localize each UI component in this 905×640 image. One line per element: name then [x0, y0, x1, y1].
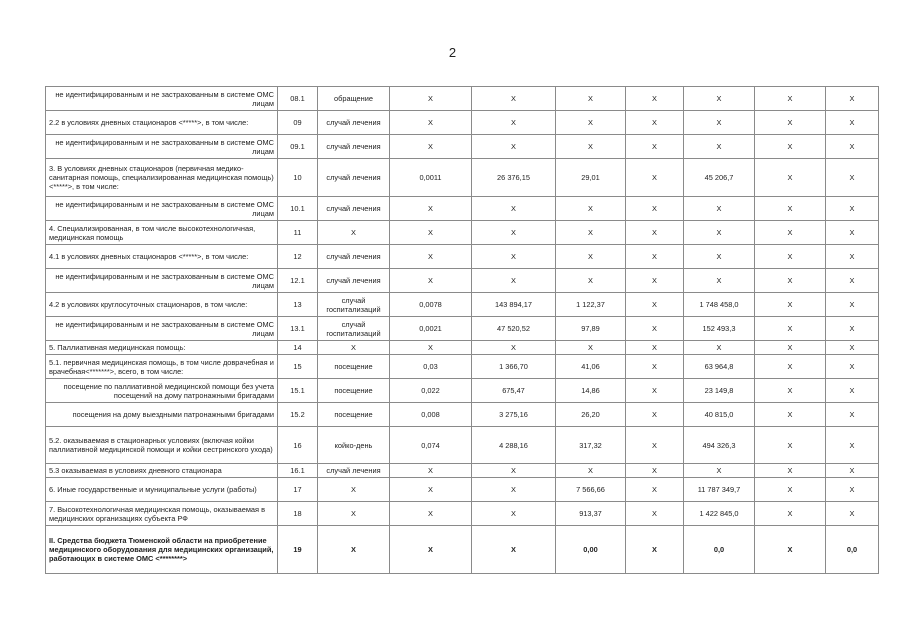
table-cell: X: [390, 87, 472, 111]
table-cell: 143 894,17: [472, 293, 556, 317]
table-cell: 26 376,15: [472, 159, 556, 197]
table-cell: X: [826, 427, 879, 464]
table-row: [46, 464, 879, 478]
table-cell: X: [755, 317, 826, 341]
table-cell: X: [472, 87, 556, 111]
table-cell: 29,01: [556, 159, 626, 197]
table-cell: X: [556, 87, 626, 111]
table-cell: X: [556, 197, 626, 221]
table-cell: 152 493,3: [684, 317, 755, 341]
table-cell: X: [556, 341, 626, 355]
row-description: 6. Иные государственные и муниципальные услуги (работы): [46, 478, 278, 502]
table-row: [46, 341, 879, 355]
table-cell: X: [826, 403, 879, 427]
table-cell: 1 748 458,0: [684, 293, 755, 317]
table-cell: X: [755, 221, 826, 245]
table-cell: X: [390, 464, 472, 478]
table-row: [46, 427, 879, 464]
table-cell: X: [390, 245, 472, 269]
table-cell: 26,20: [556, 403, 626, 427]
table-cell: X: [390, 269, 472, 293]
table-cell: X: [556, 269, 626, 293]
table-cell: 0,074: [390, 427, 472, 464]
table-cell: X: [826, 341, 879, 355]
table-cell: X: [755, 135, 826, 159]
table-cell: X: [626, 355, 684, 379]
row-unit: случай лечения: [318, 159, 390, 197]
page-number: 2: [448, 45, 457, 60]
table-cell: X: [626, 526, 684, 574]
table-cell: X: [626, 379, 684, 403]
table-cell: X: [826, 245, 879, 269]
row-description: 2.2 в условиях дневных стационаров <*****>, в том числе:: [46, 111, 278, 135]
table-cell: X: [755, 159, 826, 197]
table-cell: X: [390, 221, 472, 245]
table-cell: X: [684, 245, 755, 269]
table-cell: X: [390, 526, 472, 574]
table-cell: X: [626, 427, 684, 464]
table-cell: X: [626, 135, 684, 159]
table-cell: X: [626, 478, 684, 502]
table-cell: X: [626, 293, 684, 317]
table-cell: 494 326,3: [684, 427, 755, 464]
table-cell: X: [684, 464, 755, 478]
row-description: не идентифицированным и не застрахованным в системе ОМС лицам: [46, 135, 278, 159]
row-description: 5. Паллиативная медицинская помощь:: [46, 341, 278, 355]
table-cell: X: [626, 464, 684, 478]
table-row: [46, 135, 879, 159]
row-code: 08.1: [278, 87, 318, 111]
table-cell: 0,0: [826, 526, 879, 574]
table-cell: 7 566,66: [556, 478, 626, 502]
table-cell: X: [755, 403, 826, 427]
table-row: [46, 293, 879, 317]
row-code: 12: [278, 245, 318, 269]
table-row: [46, 403, 879, 427]
row-description: посещения на дому выездными патронажными бригадами: [46, 403, 278, 427]
table-cell: X: [472, 526, 556, 574]
table-cell: X: [755, 464, 826, 478]
table-cell: X: [826, 293, 879, 317]
row-code: 09.1: [278, 135, 318, 159]
table-cell: X: [684, 135, 755, 159]
table-cell: 4 288,16: [472, 427, 556, 464]
row-unit: X: [318, 341, 390, 355]
row-unit: X: [318, 502, 390, 526]
table-cell: X: [556, 111, 626, 135]
row-code: 14: [278, 341, 318, 355]
table-row: [46, 355, 879, 379]
table-cell: 1 366,70: [472, 355, 556, 379]
table-cell: 11 787 349,7: [684, 478, 755, 502]
table-cell: X: [684, 341, 755, 355]
table-cell: X: [626, 87, 684, 111]
table-cell: X: [755, 269, 826, 293]
table-row: [46, 502, 879, 526]
table-cell: 0,0078: [390, 293, 472, 317]
row-code: 18: [278, 502, 318, 526]
table-cell: X: [755, 197, 826, 221]
table-cell: 0,0021: [390, 317, 472, 341]
table-row: [46, 269, 879, 293]
row-description: 7. Высокотехнологичная медицинская помощь, оказываемая в медицинских организациях субъекта РФ: [46, 502, 278, 526]
table-cell: 675,47: [472, 379, 556, 403]
table-cell: X: [390, 341, 472, 355]
table-cell: 1 122,37: [556, 293, 626, 317]
row-code: 11: [278, 221, 318, 245]
table-row: [46, 87, 879, 111]
row-unit: обращение: [318, 87, 390, 111]
table-cell: X: [826, 317, 879, 341]
table-cell: X: [626, 269, 684, 293]
table-row: [46, 221, 879, 245]
row-description: не идентифицированным и не застрахованным в системе ОМС лицам: [46, 197, 278, 221]
table-cell: X: [684, 87, 755, 111]
table-cell: X: [755, 341, 826, 355]
row-unit: случай лечения: [318, 111, 390, 135]
table-cell: 47 520,52: [472, 317, 556, 341]
table-cell: X: [684, 111, 755, 135]
table-cell: 317,32: [556, 427, 626, 464]
table-cell: X: [472, 341, 556, 355]
table-cell: X: [684, 197, 755, 221]
row-code: 12.1: [278, 269, 318, 293]
table-cell: X: [755, 293, 826, 317]
table-cell: X: [472, 464, 556, 478]
table-cell: 0,03: [390, 355, 472, 379]
row-code: 13.1: [278, 317, 318, 341]
row-unit: X: [318, 526, 390, 574]
row-unit: посещение: [318, 379, 390, 403]
table-cell: X: [556, 135, 626, 159]
table-cell: X: [626, 245, 684, 269]
table-cell: X: [626, 159, 684, 197]
table-cell: X: [684, 221, 755, 245]
table-cell: X: [755, 502, 826, 526]
table-cell: 14,86: [556, 379, 626, 403]
table-cell: X: [826, 111, 879, 135]
table-cell: X: [755, 245, 826, 269]
table-cell: 0,0011: [390, 159, 472, 197]
table-cell: 23 149,8: [684, 379, 755, 403]
row-unit: случай лечения: [318, 464, 390, 478]
table-cell: X: [472, 135, 556, 159]
row-code: 19: [278, 526, 318, 574]
table-cell: X: [826, 159, 879, 197]
row-code: 16.1: [278, 464, 318, 478]
table-cell: X: [390, 478, 472, 502]
table-cell: X: [826, 197, 879, 221]
row-unit: случай лечения: [318, 197, 390, 221]
row-code: 15.2: [278, 403, 318, 427]
table-cell: X: [684, 269, 755, 293]
table-cell: X: [472, 269, 556, 293]
table-cell: X: [826, 135, 879, 159]
table-cell: X: [556, 221, 626, 245]
row-code: 10: [278, 159, 318, 197]
table-cell: X: [755, 379, 826, 403]
table-row: [46, 478, 879, 502]
table-cell: 1 422 845,0: [684, 502, 755, 526]
table-cell: X: [390, 111, 472, 135]
table-cell: X: [390, 502, 472, 526]
row-description: не идентифицированным и не застрахованным в системе ОМС лицам: [46, 87, 278, 111]
table-cell: X: [472, 197, 556, 221]
table-cell: X: [626, 317, 684, 341]
table-cell: 41,06: [556, 355, 626, 379]
table-cell: 97,89: [556, 317, 626, 341]
table-cell: X: [826, 269, 879, 293]
table-cell: X: [826, 502, 879, 526]
table-cell: X: [826, 221, 879, 245]
table-cell: X: [755, 478, 826, 502]
row-unit: посещение: [318, 355, 390, 379]
table-cell: X: [390, 197, 472, 221]
row-unit: случай госпитализаций: [318, 293, 390, 317]
table-cell: 45 206,7: [684, 159, 755, 197]
table-row: [46, 159, 879, 197]
row-code: 15.1: [278, 379, 318, 403]
row-unit: случай лечения: [318, 269, 390, 293]
table-row: [46, 111, 879, 135]
row-description: 5.1. первичная медицинская помощь, в том числе доврачебная и врачебная<*******>, всего, в том числе:: [46, 355, 278, 379]
table-cell: X: [472, 245, 556, 269]
table-cell: X: [472, 502, 556, 526]
row-description: II. Средства бюджета Тюменской области на приобретение медицинского оборудования для медицинских организаций, работающих в системе ОМС <********>: [46, 526, 278, 574]
table-cell: 0,0: [684, 526, 755, 574]
table-cell: 0,00: [556, 526, 626, 574]
table-cell: X: [826, 87, 879, 111]
table-cell: X: [472, 111, 556, 135]
row-code: 13: [278, 293, 318, 317]
table-row: [46, 379, 879, 403]
table-cell: X: [472, 221, 556, 245]
row-code: 15: [278, 355, 318, 379]
row-description: не идентифицированным и не застрахованным в системе ОМС лицам: [46, 269, 278, 293]
table-row: [46, 317, 879, 341]
table-cell: X: [826, 478, 879, 502]
row-code: 10.1: [278, 197, 318, 221]
row-code: 09: [278, 111, 318, 135]
table-cell: 0,008: [390, 403, 472, 427]
table-row: [46, 526, 879, 574]
table-cell: X: [556, 245, 626, 269]
table-row: [46, 197, 879, 221]
row-description: 3. В условиях дневных стационаров (первичная медико-санитарная помощь, специализированная медицинская помощь)<*****>, в том числе:: [46, 159, 278, 197]
table-cell: X: [755, 526, 826, 574]
row-unit: койко-день: [318, 427, 390, 464]
table-cell: X: [826, 464, 879, 478]
table-cell: X: [755, 427, 826, 464]
row-description: 5.2. оказываемая в стационарных условиях (включая койки паллиативной медицинской помощи и койки сестринского ухода): [46, 427, 278, 464]
table-cell: X: [826, 379, 879, 403]
row-unit: случай лечения: [318, 245, 390, 269]
table-cell: X: [626, 502, 684, 526]
row-unit: X: [318, 478, 390, 502]
table-cell: 0,022: [390, 379, 472, 403]
table-cell: 913,37: [556, 502, 626, 526]
data-table: [45, 86, 879, 574]
table-cell: X: [626, 197, 684, 221]
row-code: 17: [278, 478, 318, 502]
table-cell: X: [556, 464, 626, 478]
row-description: посещение по паллиативной медицинской помощи без учета посещений на дому патронажными бригадами: [46, 379, 278, 403]
table-row: [46, 245, 879, 269]
table-cell: X: [755, 111, 826, 135]
row-code: 16: [278, 427, 318, 464]
row-unit: случай госпитализаций: [318, 317, 390, 341]
table-cell: X: [755, 355, 826, 379]
row-description: не идентифицированным и не застрахованным в системе ОМС лицам: [46, 317, 278, 341]
table-cell: X: [626, 221, 684, 245]
table-cell: X: [755, 87, 826, 111]
row-description: 5.3 оказываемая в условиях дневного стационара: [46, 464, 278, 478]
row-unit: посещение: [318, 403, 390, 427]
table-cell: 3 275,16: [472, 403, 556, 427]
table-cell: X: [472, 478, 556, 502]
row-description: 4. Специализированная, в том числе высокотехнологичная, медицинская помощь: [46, 221, 278, 245]
table-cell: X: [826, 355, 879, 379]
table-cell: X: [626, 341, 684, 355]
table-cell: 40 815,0: [684, 403, 755, 427]
row-description: 4.1 в условиях дневных стационаров <*****>, в том числе:: [46, 245, 278, 269]
table-cell: 63 964,8: [684, 355, 755, 379]
row-unit: случай лечения: [318, 135, 390, 159]
table-cell: X: [626, 111, 684, 135]
table-cell: X: [626, 403, 684, 427]
row-description: 4.2 в условиях круглосуточных стационаров, в том числе:: [46, 293, 278, 317]
row-unit: X: [318, 221, 390, 245]
table-cell: X: [390, 135, 472, 159]
